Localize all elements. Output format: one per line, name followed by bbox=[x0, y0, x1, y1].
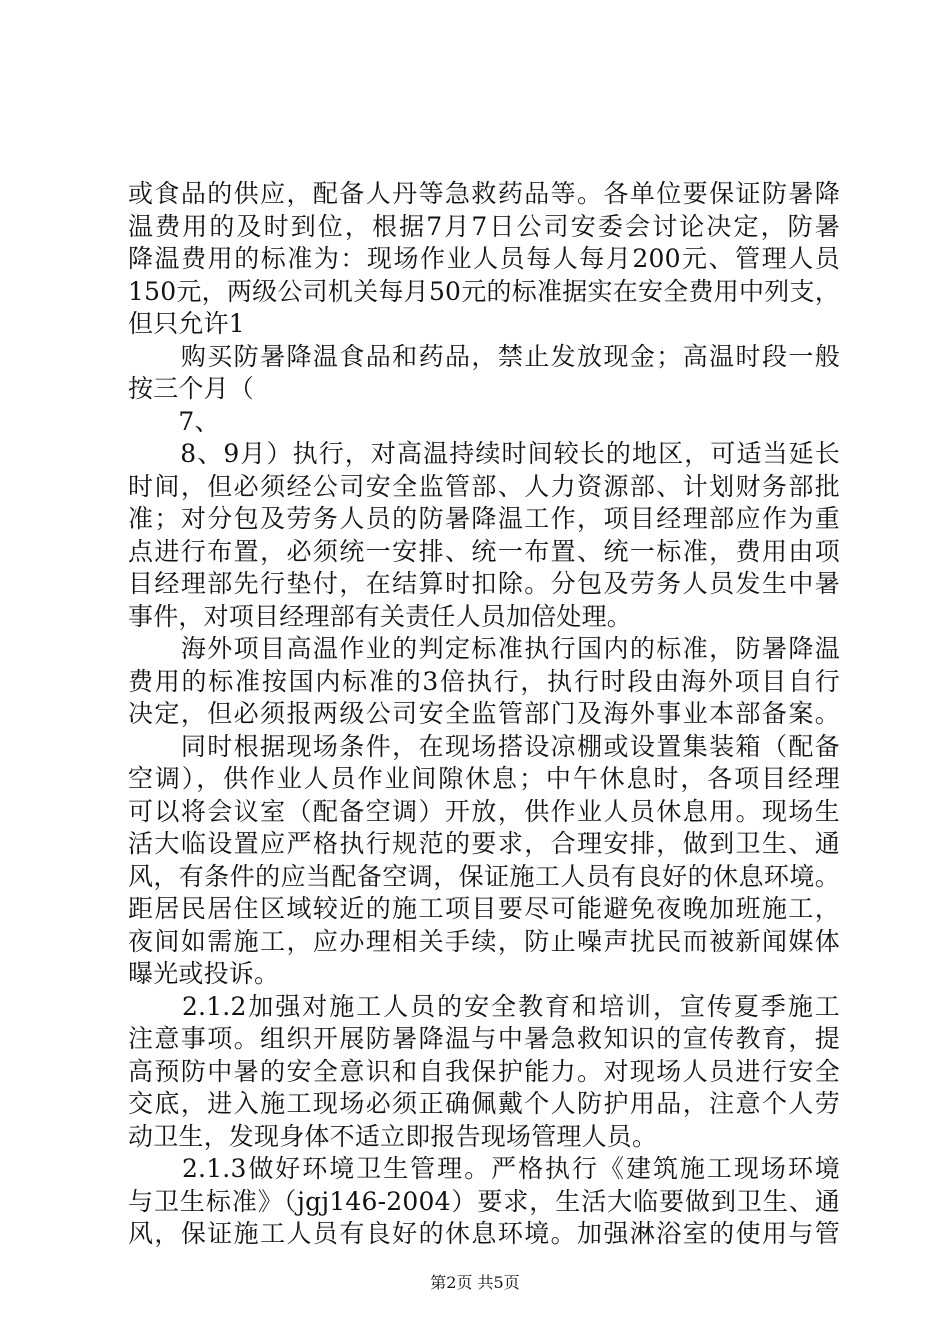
text-line: 交底，进入施工现场必须正确佩戴个人防护用品，注意个人劳 bbox=[128, 1089, 840, 1118]
text-line: 决定，但必须报两级公司安全监管部门及海外事业本部备案。 bbox=[128, 699, 840, 728]
text-line: 温费用的及时到位，根据7月7日公司安委会讨论决定，防暑 bbox=[128, 212, 840, 241]
text-line: 夜间如需施工，应办理相关手续，防止噪声扰民而被新闻媒体 bbox=[128, 927, 840, 956]
text-line: 8、9月）执行，对高温持续时间较长的地区，可适当延长 bbox=[128, 439, 840, 468]
text-line: 按三个月（ bbox=[128, 374, 255, 403]
text-line: 可以将会议室（配备空调）开放，供作业人员休息用。现场生 bbox=[128, 797, 840, 826]
text-line: 目经理部先行垫付，在结算时扣除。分包及劳务人员发生中暑 bbox=[128, 569, 840, 598]
text-line: 距居民居住区域较近的施工项目要尽可能避免夜晚加班施工， bbox=[128, 894, 840, 923]
text-line: 高预防中暑的安全意识和自我保护能力。对现场人员进行安全 bbox=[128, 1057, 840, 1086]
text-line: 或食品的供应，配备人丹等急救药品等。各单位要保证防暑降 bbox=[128, 179, 840, 208]
text-line: 降温费用的标准为：现场作业人员每人每月200元、管理人员 bbox=[128, 244, 840, 273]
text-line: 2.1.2加强对施工人员的安全教育和培训，宣传夏季施工 bbox=[128, 992, 840, 1021]
text-line: 与卫生标准》（jgj146-2004）要求，生活大临要做到卫生、通 bbox=[128, 1187, 840, 1216]
text-line: 风，保证施工人员有良好的休息环境。加强淋浴室的使用与管 bbox=[128, 1219, 840, 1248]
text-line: 2.1.3做好环境卫生管理。严格执行《建筑施工现场环境 bbox=[128, 1154, 840, 1183]
text-line: 曝光或投诉。 bbox=[128, 959, 280, 988]
text-line: 注意事项。组织开展防暑降温与中暑急救知识的宣传教育，提 bbox=[128, 1024, 840, 1053]
text-line: 风，有条件的应当配备空调，保证施工人员有良好的休息环境。 bbox=[128, 862, 840, 891]
text-line: 同时根据现场条件，在现场搭设凉棚或设置集装箱（配备 bbox=[128, 732, 840, 761]
text-line: 费用的标准按国内标准的3倍执行，执行时段由海外项目自行 bbox=[128, 667, 840, 696]
page-footer bbox=[0, 1272, 950, 1294]
text-line: 时间，但必须经公司安全监管部、人力资源部、计划财务部批 bbox=[128, 472, 840, 501]
text-line: 事件，对项目经理部有关责任人员加倍处理。 bbox=[128, 602, 633, 631]
text-line: 空调），供作业人员作业间隙休息；中午休息时，各项目经理 bbox=[128, 764, 840, 793]
text-line: 7、 bbox=[128, 407, 220, 436]
text-line: 点进行布置，必须统一安排、统一布置、统一标准，费用由项 bbox=[128, 537, 840, 566]
text-line: 150元，两级公司机关每月50元的标准据实在安全费用中列支， bbox=[128, 277, 840, 306]
text-line: 活大临设置应严格执行规范的要求，合理安排，做到卫生、通 bbox=[128, 829, 840, 858]
text-line: 动卫生，发现身体不适立即报告现场管理人员。 bbox=[128, 1122, 658, 1151]
text-line: 购买防暑降温食品和药品，禁止发放现金；高温时段一般 bbox=[128, 342, 840, 371]
text-line: 准；对分包及劳务人员的防暑降温工作，项目经理部应作为重 bbox=[128, 504, 840, 533]
text-line: 但只允许1 bbox=[128, 309, 245, 338]
page-number-label: 第2页 共5页 bbox=[430, 1273, 520, 1292]
text-line: 海外项目高温作业的判定标准执行国内的标准，防暑降温 bbox=[128, 634, 840, 663]
